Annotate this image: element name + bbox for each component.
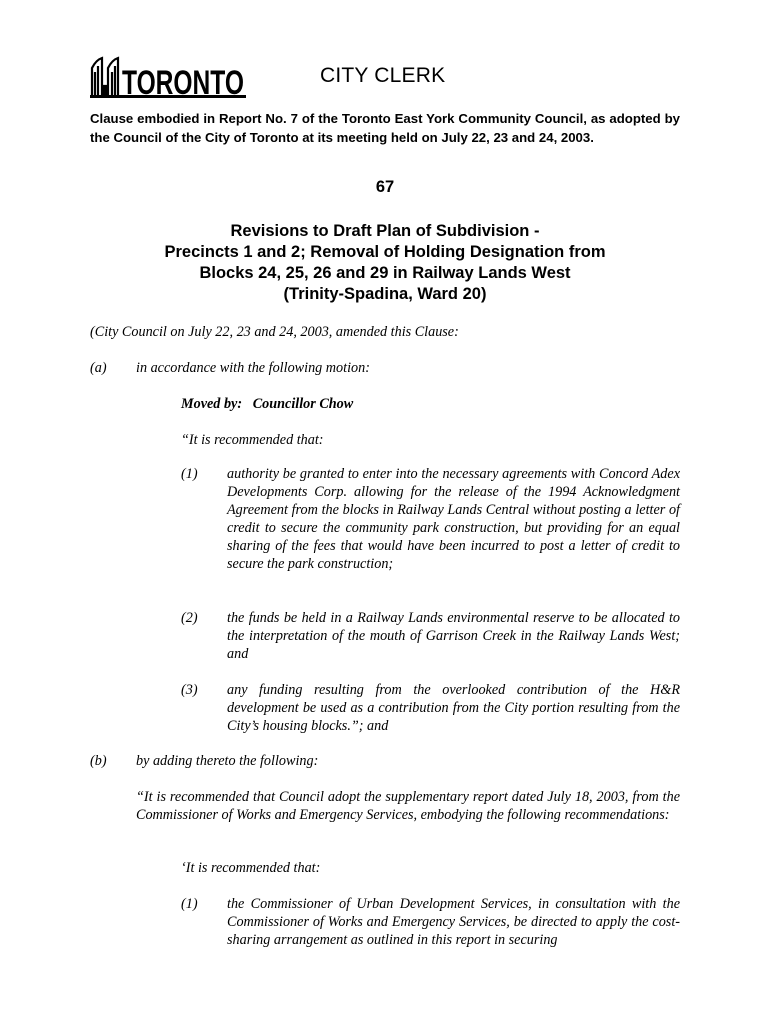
title-line: (Trinity-Spadina, Ward 20) [283,285,487,303]
recommendation-item: the funds be held in a Railway Lands environmental reserve to be allocated to the interpretation of the mouth of Garrison Creek in the Railway Lands West; and [227,610,680,662]
amendment-text: in accordance with the following motion: [136,360,370,376]
item-label: (3) [181,682,198,698]
recommendation-item: the Commissioner of Urban Development Services, in consultation with the Commissioner of Works and Emergency Services, be directed to apply the cost-sharing arrangement as outlined in this report in securing [227,896,680,948]
item-label: (1) [181,896,198,912]
clause-intro: Clause embodied in Report No. 7 of the Toronto East York Community Council, as adopted by the Council of the City of Toronto at its meeting held on July 22, 23 and 24, 2003. [90,111,680,145]
title-line: Revisions to Draft Plan of Subdivision - [230,222,540,240]
department-title: CITY CLERK [320,64,446,87]
moved-by-label: Moved by: [181,396,243,412]
recommendation-intro: “It is recommended that: [181,432,324,448]
recommendation-item: authority be granted to enter into the necessary agreements with Concord Adex Developments Corp. allowing for the release of the 1994 Acknowledgment Agreement from the blocks in Railway Lands Central without posting a letter of credit to secure the community park construction, but providing for an equal sharing of the fees that would have been incurred to post a letter of credit to secure the park construction; [227,466,680,572]
supplementary-quote: “It is recommended that Council adopt the supplementary report dated July 18, 2003, from the Commissioner of Works and Emergency Services, embodying the following recommendations: [136,789,680,823]
recommendation-item: any funding resulting from the overlooked contribution of the H&R development be used as a contribution from the City portion resulting from the City’s housing blocks.”; and [227,682,680,734]
clause-title [90,221,680,305]
amendment-text: by adding thereto the following: [136,753,319,769]
logo-wordmark: TORONTO [122,64,244,102]
item-label: (2) [181,610,198,626]
title-line: Blocks 24, 25, 26 and 29 in Railway Lands West [199,264,571,282]
clause-number: 67 [375,178,395,196]
amendment-label: (b) [90,753,107,769]
amendment-label: (a) [90,360,107,376]
council-note: (City Council on July 22, 23 and 24, 2003, amended this Clause: [90,324,459,340]
moved-by [181,395,353,413]
title-line: Precincts 1 and 2; Removal of Holding Designation from [164,243,606,261]
toronto-logo [90,46,246,102]
moved-by-name: Councillor Chow [252,396,354,412]
item-label: (1) [181,466,198,482]
recommendation-intro: ‘It is recommended that: [181,860,321,876]
